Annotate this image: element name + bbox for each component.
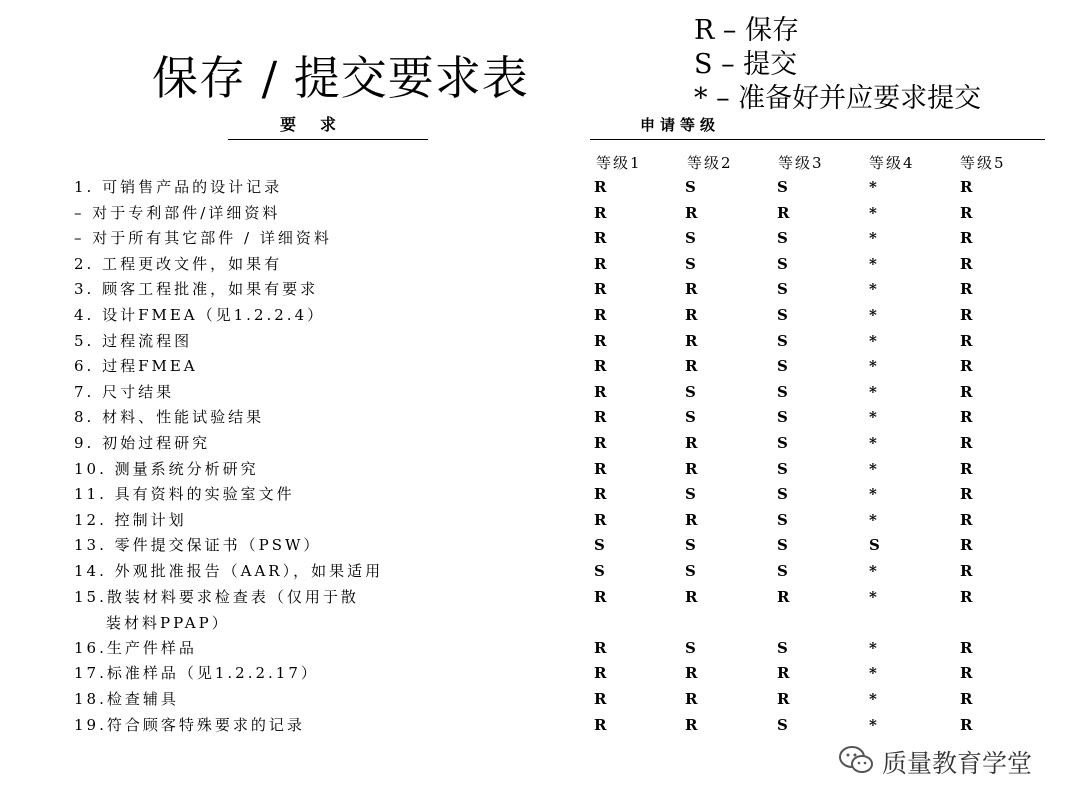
- level-header-1: 等级1: [596, 154, 642, 172]
- requirement-label-continued: 装材料PPAP）: [106, 613, 230, 632]
- level-2-value: R: [685, 331, 698, 350]
- requirement-label: 14. 外观批准报告（AAR），如果适用: [74, 562, 384, 580]
- level-2-value: R: [685, 664, 698, 683]
- level-5-value: R: [960, 510, 973, 529]
- requirement-label: 18.检查辅具: [74, 690, 179, 708]
- level-3-value: R: [777, 203, 790, 222]
- table-row: [0, 251, 1080, 277]
- level-3-value: S: [777, 254, 788, 273]
- level-5-value: R: [960, 203, 973, 222]
- level-3-value: S: [777, 715, 788, 734]
- table-row: [0, 660, 1080, 686]
- level-3-value: S: [777, 485, 788, 504]
- requirement-label: 12. 控制计划: [74, 510, 187, 529]
- level-2-value: S: [685, 485, 696, 504]
- table-row: [0, 532, 1080, 558]
- level-2-value: S: [685, 382, 696, 401]
- watermark: [838, 744, 1032, 780]
- table-row: [0, 558, 1080, 584]
- legend: [694, 14, 981, 116]
- requirement-label: 8. 材料、性能试验结果: [74, 408, 265, 427]
- level-header-2: 等级2: [687, 154, 733, 172]
- level-5-value: R: [960, 638, 973, 657]
- requirement-label: 6. 过程FMEA: [74, 357, 198, 376]
- level-4-value: *: [869, 280, 877, 299]
- level-3-value: S: [777, 331, 788, 350]
- level-4-value: *: [869, 434, 877, 452]
- level-1-value: R: [594, 485, 607, 504]
- level-2-value: S: [685, 178, 696, 196]
- level-5-value: R: [960, 178, 973, 196]
- requirement-label: 11. 具有资料的实验室文件: [74, 485, 295, 504]
- level-4-value: *: [869, 254, 877, 273]
- level-5-value: R: [960, 382, 973, 401]
- level-5-value: R: [960, 434, 973, 452]
- level-4-value: *: [869, 229, 877, 248]
- level-4-value: S: [869, 536, 880, 555]
- level-5-value: R: [960, 306, 973, 324]
- level-4-value: *: [869, 331, 877, 350]
- level-4-value: *: [869, 306, 877, 324]
- application-levels-underline: [590, 139, 1045, 140]
- level-4-value: *: [869, 203, 877, 222]
- requirement-label: 19.符合顾客特殊要求的记录: [74, 715, 305, 734]
- level-3-value: S: [777, 178, 788, 196]
- level-1-value: R: [594, 638, 607, 657]
- requirement-label: 2. 工程更改文件，如果有: [74, 254, 283, 273]
- level-1-value: R: [594, 664, 607, 683]
- level-1-value: S: [594, 562, 605, 580]
- level-3-value: S: [777, 562, 788, 580]
- table-row: [0, 404, 1080, 430]
- table-row: [0, 584, 1080, 632]
- watermark-text: 质量教育学堂: [882, 749, 1033, 778]
- level-5-value: R: [960, 331, 973, 350]
- requirement-label: 17.标准样品（见1.2.2.17）: [74, 664, 319, 683]
- level-1-value: R: [594, 690, 607, 708]
- requirement-label: 9. 初始过程研究: [74, 434, 211, 452]
- level-5-value: R: [960, 562, 973, 580]
- level-2-value: R: [685, 306, 698, 324]
- level-3-value: S: [777, 280, 788, 299]
- level-3-value: R: [777, 587, 790, 606]
- level-3-value: S: [777, 306, 788, 324]
- page-title: 保存 / 提交要求表: [152, 51, 529, 105]
- level-3-value: S: [777, 638, 788, 657]
- level-2-value: R: [685, 459, 698, 478]
- table-row: [0, 430, 1080, 456]
- level-5-value: R: [960, 587, 973, 606]
- level-2-value: S: [685, 229, 696, 248]
- level-4-value: *: [869, 715, 877, 734]
- level-2-value: S: [685, 638, 696, 657]
- table-row: [0, 686, 1080, 712]
- level-5-value: R: [960, 459, 973, 478]
- level-5-value: R: [960, 485, 973, 504]
- level-1-value: R: [594, 306, 607, 324]
- level-1-value: R: [594, 357, 607, 376]
- table-row: [0, 200, 1080, 226]
- level-4-value: *: [869, 587, 877, 606]
- level-2-value: R: [685, 203, 698, 222]
- level-3-value: R: [777, 664, 790, 683]
- level-4-value: *: [869, 485, 877, 504]
- level-2-value: R: [685, 587, 698, 606]
- requirement-label: 3. 顾客工程批准，如果有要求: [74, 280, 319, 299]
- level-1-value: R: [594, 331, 607, 350]
- level-4-value: *: [869, 459, 877, 478]
- requirement-label: – 对于所有其它部件 / 详细资料: [74, 229, 332, 248]
- requirements-header: 要求: [280, 115, 361, 134]
- level-2-value: R: [685, 715, 698, 734]
- legend-item-submit: S – 提交: [694, 49, 798, 80]
- level-4-value: *: [869, 510, 877, 529]
- table-row: [0, 712, 1080, 738]
- requirement-label: 13. 零件提交保证书（PSW）: [74, 536, 322, 555]
- table-row: [0, 379, 1080, 405]
- level-5-value: R: [960, 690, 973, 708]
- requirement-label: 7. 尺寸结果: [74, 382, 175, 401]
- table-row: [0, 507, 1080, 533]
- level-1-value: R: [594, 203, 607, 222]
- level-1-value: R: [594, 434, 607, 452]
- level-1-value: R: [594, 715, 607, 734]
- level-header-5: 等级5: [960, 154, 1006, 172]
- level-5-value: R: [960, 408, 973, 427]
- level-3-value: S: [777, 382, 788, 401]
- requirement-label: – 对于专利部件/详细资料: [74, 203, 281, 222]
- level-3-value: S: [777, 510, 788, 529]
- level-5-value: R: [960, 715, 973, 734]
- table-row: [0, 174, 1080, 200]
- level-4-value: *: [869, 562, 877, 580]
- level-3-value: S: [777, 229, 788, 248]
- level-3-value: S: [777, 408, 788, 427]
- wechat-icon: [838, 745, 874, 779]
- level-header-4: 等级4: [869, 154, 915, 172]
- level-4-value: *: [869, 408, 877, 427]
- level-2-value: R: [685, 357, 698, 376]
- level-1-value: R: [594, 408, 607, 427]
- level-1-value: R: [594, 280, 607, 299]
- level-2-value: R: [685, 434, 698, 452]
- requirement-label: 5. 过程流程图: [74, 331, 193, 350]
- table-row: [0, 481, 1080, 507]
- requirement-label: 15.散装材料要求检查表（仅用于散: [74, 587, 359, 606]
- requirement-label: 16.生产件样品: [74, 638, 197, 657]
- level-5-value: R: [960, 357, 973, 376]
- level-2-value: S: [685, 254, 696, 273]
- level-2-value: R: [685, 280, 698, 299]
- level-4-value: *: [869, 690, 877, 708]
- level-3-value: S: [777, 536, 788, 555]
- table-row: [0, 276, 1080, 302]
- table-row: [0, 456, 1080, 482]
- level-1-value: R: [594, 178, 607, 196]
- level-2-value: R: [685, 510, 698, 529]
- level-2-value: R: [685, 690, 698, 708]
- requirement-label: 1. 可销售产品的设计记录: [74, 178, 283, 196]
- level-2-value: S: [685, 408, 696, 427]
- level-5-value: R: [960, 664, 973, 683]
- requirement-label: 10. 测量系统分析研究: [74, 459, 259, 478]
- level-1-value: S: [594, 536, 605, 555]
- level-4-value: *: [869, 382, 877, 401]
- level-header-3: 等级3: [778, 154, 824, 172]
- table-row: [0, 328, 1080, 354]
- level-5-value: R: [960, 254, 973, 273]
- table-row: [0, 302, 1080, 328]
- level-3-value: S: [777, 459, 788, 478]
- level-5-value: R: [960, 536, 973, 555]
- level-1-value: R: [594, 587, 607, 606]
- level-1-value: R: [594, 254, 607, 273]
- requirement-label: 4. 设计FMEA（见1.2.2.4）: [74, 306, 326, 324]
- level-1-value: R: [594, 229, 607, 248]
- requirements-header-underline: [228, 139, 428, 140]
- legend-item-on-request: * – 准备好并应要求提交: [694, 83, 982, 114]
- level-4-value: *: [869, 664, 877, 683]
- table-row: [0, 225, 1080, 251]
- level-5-value: R: [960, 280, 973, 299]
- level-2-value: S: [685, 536, 696, 555]
- level-1-value: R: [594, 382, 607, 401]
- level-3-value: R: [777, 690, 790, 708]
- table-row: [0, 353, 1080, 379]
- level-4-value: *: [869, 638, 877, 657]
- legend-item-retain: R – 保存: [694, 15, 799, 46]
- application-levels-header: 申请等级: [640, 116, 721, 134]
- table-row: [0, 635, 1080, 661]
- level-5-value: R: [960, 229, 973, 248]
- level-3-value: S: [777, 434, 788, 452]
- level-3-value: S: [777, 357, 788, 376]
- level-2-value: S: [685, 562, 696, 580]
- level-4-value: *: [869, 178, 877, 196]
- level-1-value: R: [594, 459, 607, 478]
- level-4-value: *: [869, 357, 877, 376]
- level-1-value: R: [594, 510, 607, 529]
